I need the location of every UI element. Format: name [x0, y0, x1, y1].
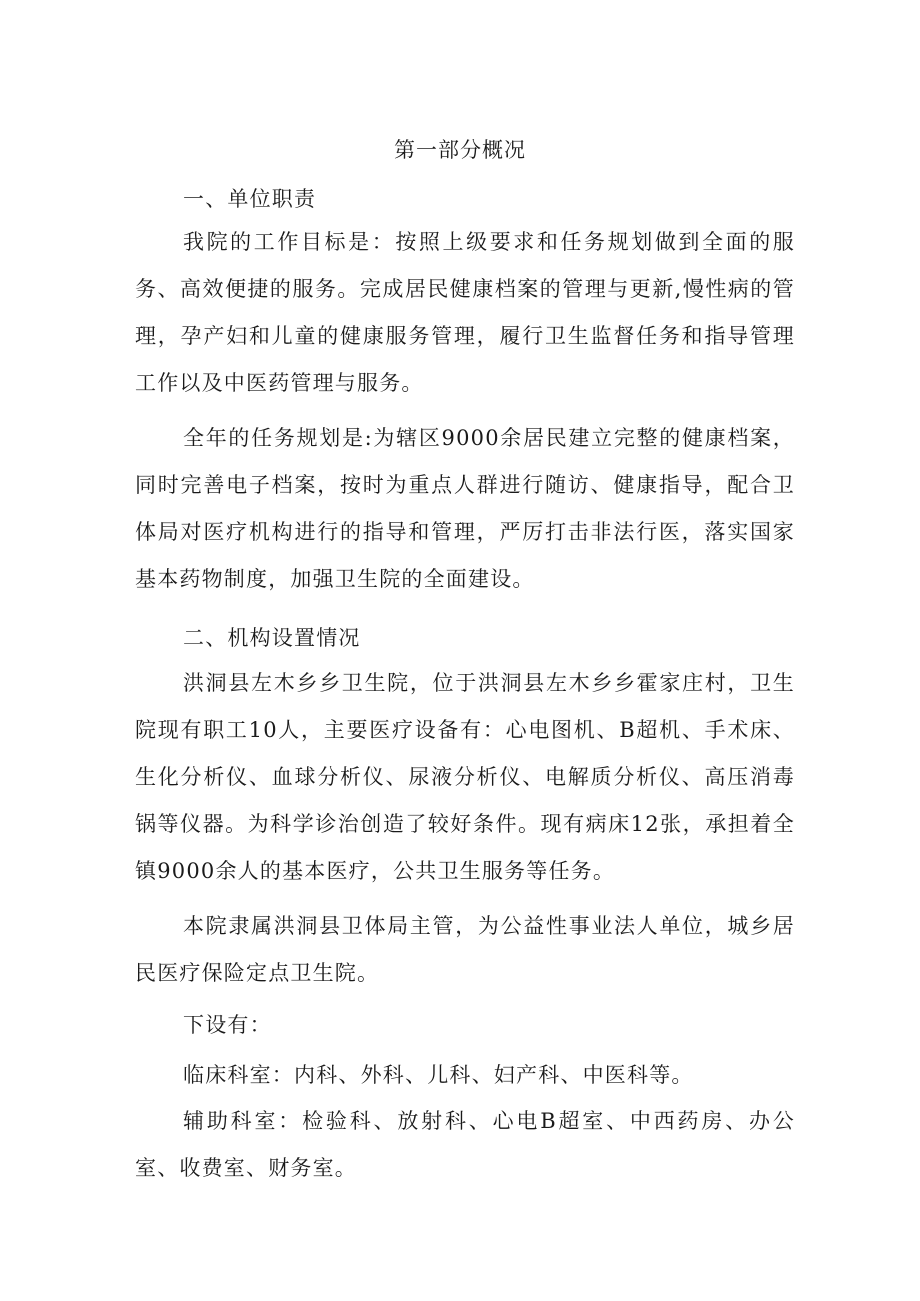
paragraph-annual-plan	[135, 415, 795, 603]
paragraph-hospital-overview	[135, 660, 795, 895]
section-heading-organization: 二、机构设置情况	[183, 626, 361, 650]
paragraph-text: 辅助科室：检验科、放射科、心电B超室、中西药房、办公室、收费室、财务室。	[135, 1109, 795, 1180]
paragraph-text: 本院隶属洪洞县卫体局主管，为公益性事业法人单位，城乡居民医疗保险定点卫生院。	[135, 914, 795, 985]
paragraph-affiliation	[135, 903, 795, 997]
page-title: 第一部分概况	[394, 138, 526, 162]
section-heading-responsibilities: 一、单位职责	[183, 187, 317, 211]
paragraph-text: 临床科室：内科、外科、儿科、妇产科、中医科等。	[183, 1063, 694, 1087]
paragraph-text: 洪洞县左木乡乡卫生院，位于洪洞县左木乡乡霍家庄村，卫生院现有职工10人，主要医疗设备有：心电图机、B超机、手术床、生化分析仪、血球分析仪、尿液分析仪、电解质分析仪、高压消毒锅等仪器。为科学诊治创造了较好条件。现有病床12张，承担着全镇9000余人的基本医疗，公共卫生服务等任务。	[135, 671, 795, 883]
paragraph-text: 我院的工作目标是：按照上级要求和任务规划做到全面的服务、高效便捷的服务。完成居民健康档案的管理与更新,慢性病的管理，孕产妇和儿童的健康服务管理，履行卫生监督任务和指导管理工作以及中医药管理与服务。	[135, 230, 795, 395]
paragraph-text: 全年的任务规划是:为辖区9000余居民建立完整的健康档案，同时完善电子档案，按时为重点人群进行随访、健康指导，配合卫体局对医疗机构进行的指导和管理，严厉打击非法行医，落实国家基本药物制度，加强卫生院的全面建设。	[135, 426, 795, 591]
paragraph-auxiliary-departments	[135, 1098, 795, 1192]
paragraph-work-goals	[135, 219, 795, 407]
paragraph-text: 下设有：	[183, 1013, 272, 1037]
paragraph-subunits-intro	[135, 1002, 795, 1049]
paragraph-clinical-departments	[135, 1052, 795, 1099]
